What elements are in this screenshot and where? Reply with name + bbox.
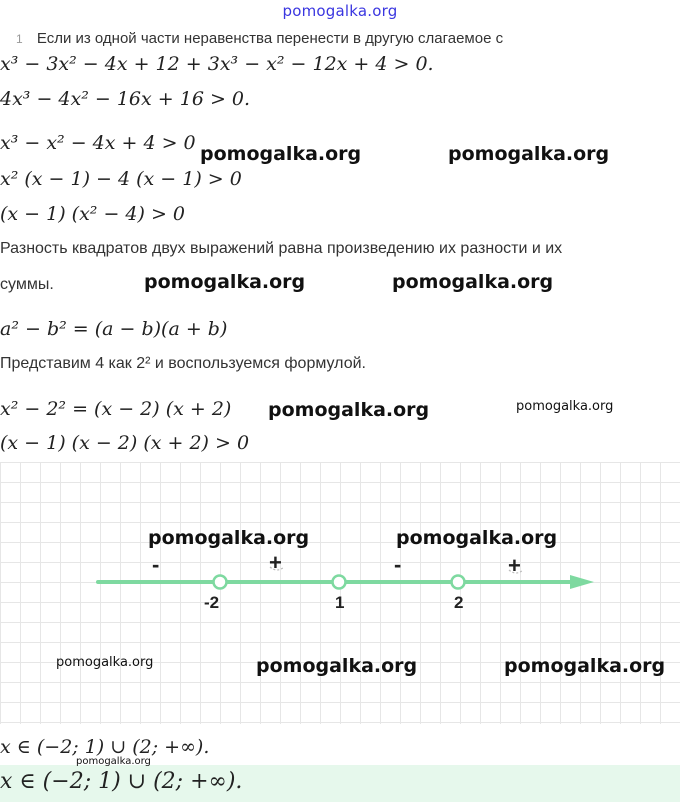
watermark-3: pomogalka.org (144, 271, 306, 293)
watermark-1: pomogalka.org (200, 143, 362, 165)
math-line-2: 4x³ − 4x² − 16x + 16 > 0. (0, 88, 251, 110)
watermark-4: pomogalka.org (392, 271, 554, 293)
paragraph-difference-of-squares: Разность квадратов двух выражений равна произведению их разности и их (0, 240, 563, 257)
formula-difference-of-squares: a² − b² = (a − b)(a + b) (0, 318, 228, 340)
task-number: 1 (16, 32, 23, 46)
label-minus-two: -2 (204, 593, 220, 612)
number-line-arrow (570, 575, 594, 589)
math-line-1: x³ − 3x² − 4x + 12 + 3x³ − x² − 12x + 4 > 0. (0, 53, 434, 75)
watermark-10: pomogalka.org (256, 655, 418, 677)
point-one (333, 576, 346, 589)
watermark-5: pomogalka.org (268, 399, 430, 421)
watermark-9: pomogalka.org (56, 655, 154, 670)
label-two: 2 (454, 593, 464, 612)
math-line-8: (x − 1) (x − 2) (x + 2) > 0 (0, 432, 250, 454)
answer-highlight-box (0, 765, 680, 802)
sign-interval-2: + (269, 550, 282, 575)
point-two (452, 576, 465, 589)
sign-interval-3: - (394, 552, 402, 577)
watermark-11: pomogalka.org (504, 655, 666, 677)
answer-plain: x ∈ (−2; 1) ∪ (2; +∞). (0, 736, 210, 758)
site-watermark-top: pomogalka.org (282, 2, 398, 20)
label-one: 1 (335, 593, 345, 612)
math-line-5: (x − 1) (x² − 4) > 0 (0, 203, 185, 225)
watermark-7: pomogalka.org (148, 527, 310, 549)
math-line-3: x³ − x² − 4x + 4 > 0 (0, 132, 196, 154)
sign-interval-1: - (152, 552, 160, 577)
paragraph-represent-four: Представим 4 как 2² и воспользуемся формулой. (0, 355, 366, 372)
paragraph-sums: суммы. (0, 276, 54, 293)
watermark-2: pomogalka.org (448, 143, 610, 165)
watermark-6: pomogalka.org (516, 399, 614, 414)
answer-highlighted: x ∈ (−2; 1) ∪ (2; +∞). (0, 769, 243, 794)
task-line-cut (16, 30, 676, 46)
point-minus-two (214, 576, 227, 589)
math-line-7: x² − 2² = (x − 2) (x + 2) (0, 398, 232, 420)
math-line-4: x² (x − 1) − 4 (x − 1) > 0 (0, 168, 242, 190)
watermark-12: pomogalka.org (76, 756, 151, 767)
sign-interval-4: + (508, 553, 521, 578)
number-line-panel (0, 462, 680, 724)
task-text: Если из одной части неравенства перенести в другую слагаемое с (36, 30, 504, 46)
watermark-8: pomogalka.org (396, 527, 558, 549)
